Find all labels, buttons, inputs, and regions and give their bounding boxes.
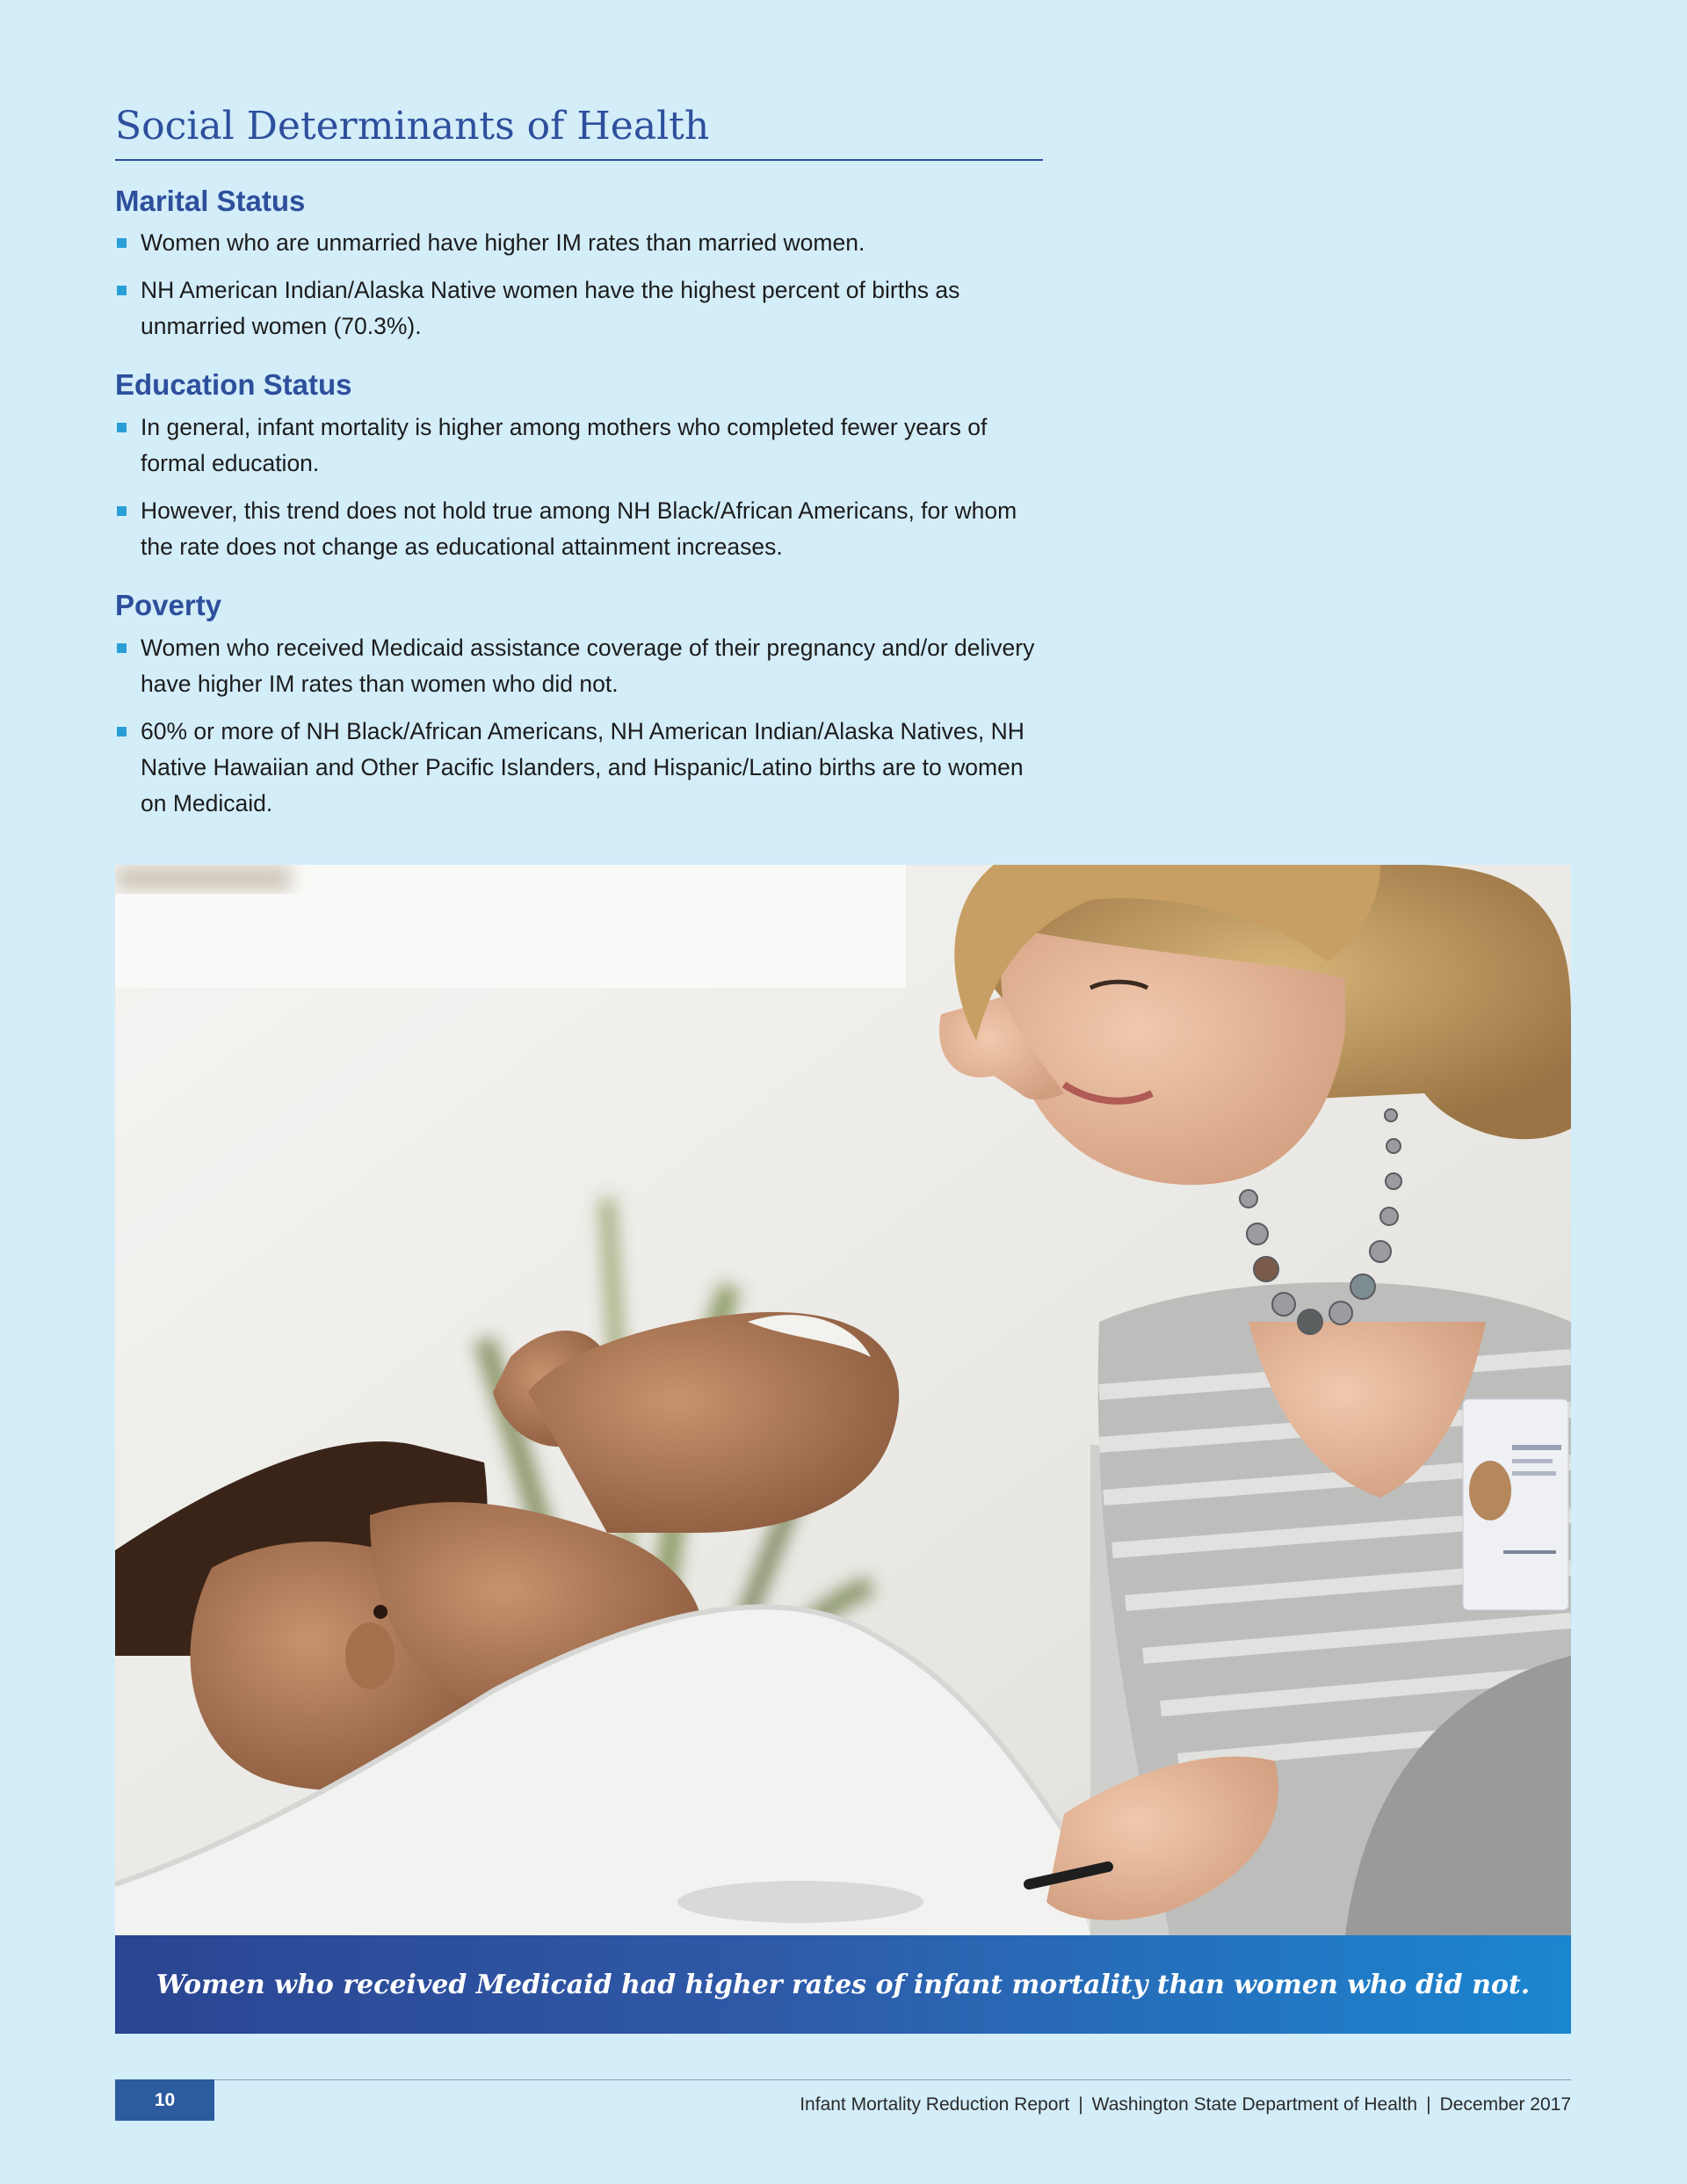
list-item [115,714,1043,822]
square-bullet-icon [117,423,127,432]
section-marital-status [115,184,1043,345]
square-bullet-icon [117,727,127,736]
square-bullet-icon [117,286,127,295]
footer-date: December 2017 [1439,2094,1571,2115]
list-item [115,272,1043,345]
list-item [115,225,1043,261]
page-number-box [115,2079,214,2121]
section-heading: Poverty [115,588,222,621]
page-title: Social Determinants of Health [115,104,1043,161]
footer-report-name: Infant Mortality Reduction Report [800,2094,1070,2115]
bullet-list [115,410,1043,565]
section-heading: Education Status [115,368,352,402]
section-poverty [115,588,1043,822]
photo-caption: Women who received Medicaid had higher rates of infant mortality than women who did not. [156,1969,1531,2000]
list-item [115,493,1043,565]
square-bullet-icon [117,643,127,653]
bullet-list [115,225,1043,345]
list-item [115,630,1043,702]
list-item-text: Women who are unmarried have higher IM rates than married women. [141,229,865,257]
section-education-status [115,367,1043,565]
bullet-list [115,630,1043,822]
main-content [115,104,1043,833]
footer-divider [115,2079,1571,2080]
list-item-text: NH American Indian/Alaska Native women have the highest percent of births as unmarried women (70.3%). [141,277,960,340]
list-item-text: In general, infant mortality is higher among mothers who completed fewer years of formal education. [141,413,988,476]
list-item-text: However, this trend does not hold true among NH Black/African Americans, for whom the rate does not change as educational attainment increases. [141,497,1017,560]
square-bullet-icon [117,238,127,248]
list-item-text: Women who received Medicaid assistance coverage of their pregnancy and/or delivery have higher IM rates than women who did not. [141,634,1035,697]
footer-separator: | [1426,2094,1431,2115]
footer-department: Washington State Department of Health [1091,2094,1418,2115]
list-item-text: 60% or more of NH Black/African Americans, NH American Indian/Alaska Natives, NH Native Hawaiian and Other Pacific Islanders, and Hispanic/Latino births are to women on Medicaid. [141,717,1025,816]
square-bullet-icon [117,506,127,516]
caption-band [115,1935,1571,2034]
footer-citation [800,2094,1571,2115]
page-number: 10 [154,2089,176,2110]
badge-icon [1463,1399,1568,1610]
list-item [115,410,1043,482]
section-heading: Marital Status [115,184,306,217]
photo-nurse-weighing-baby [115,865,1571,1935]
footer-separator: | [1078,2094,1083,2115]
